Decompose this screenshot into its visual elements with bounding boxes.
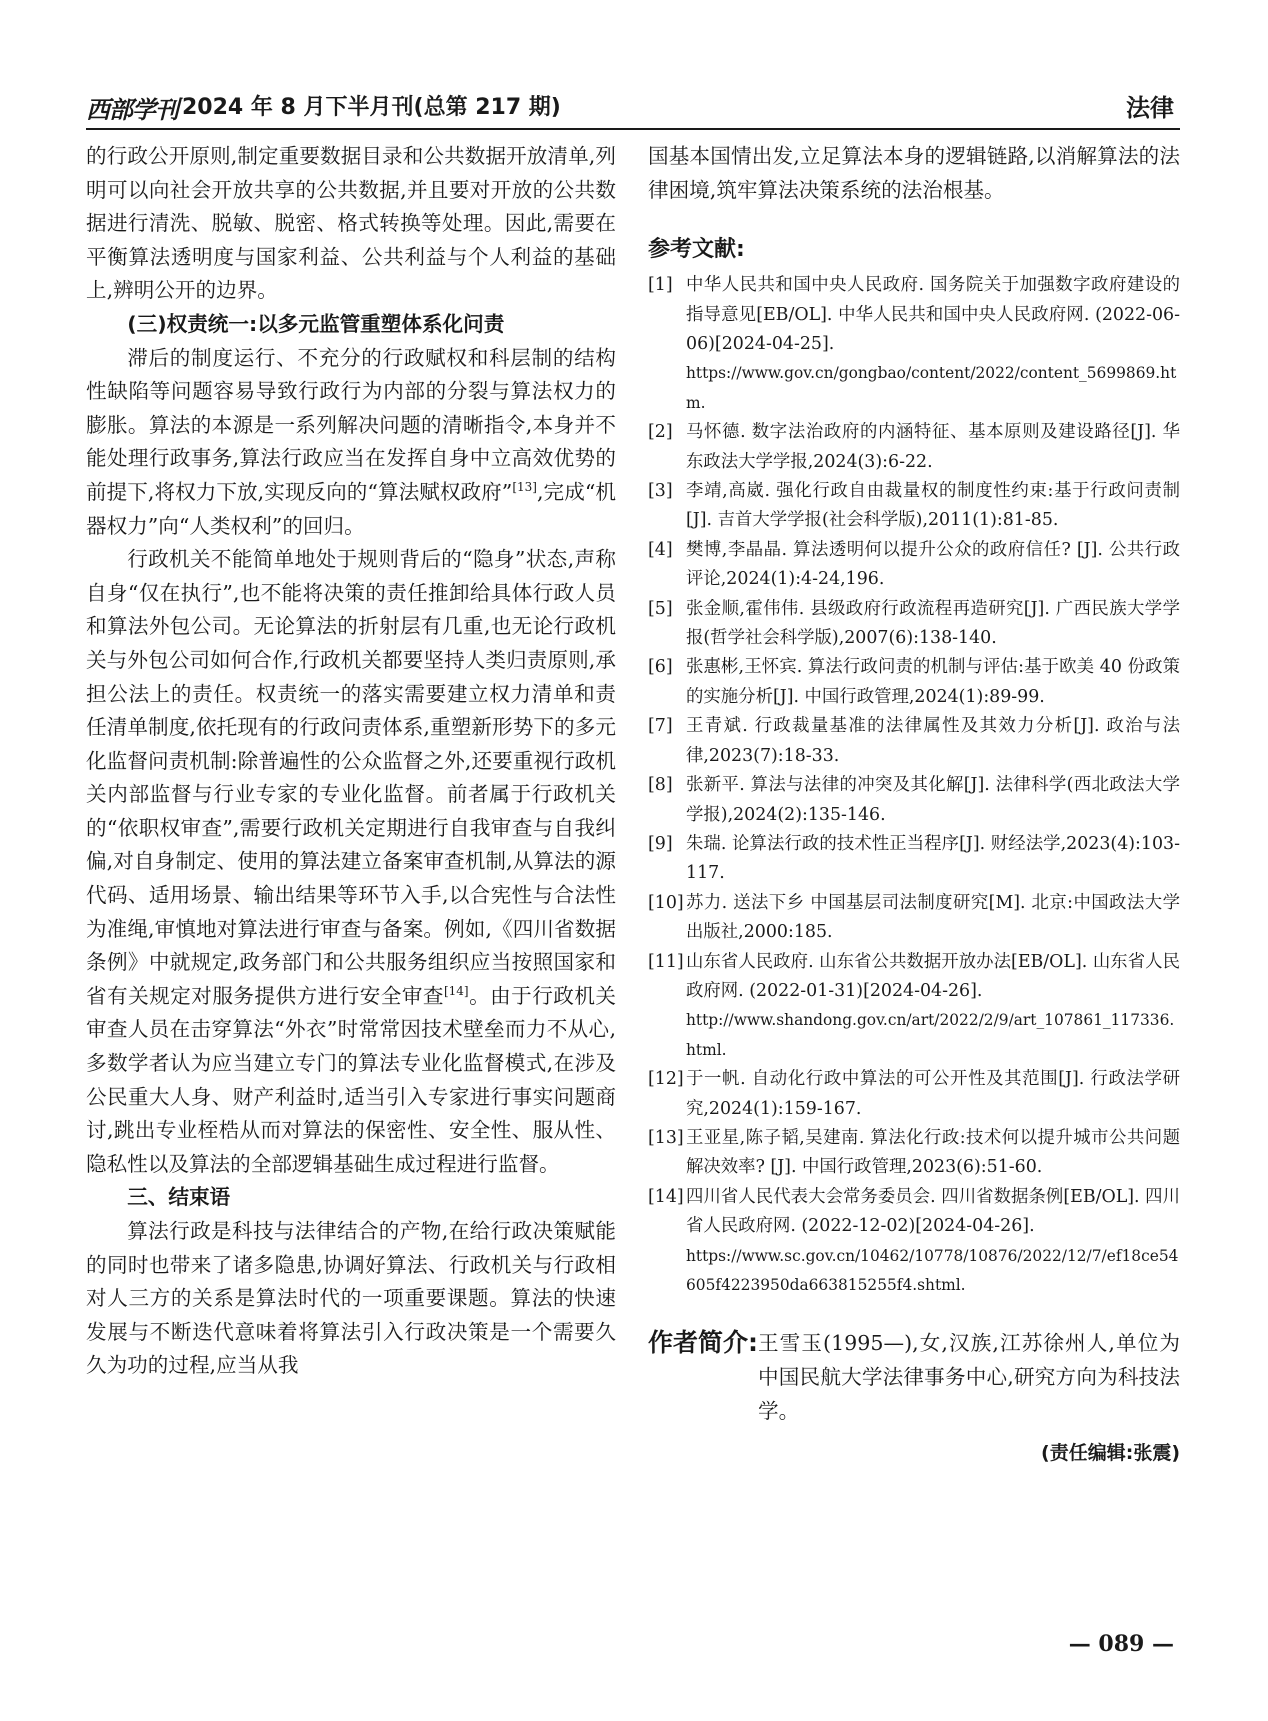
reference-number: [8] (648, 775, 673, 796)
author-bio-text: 王雪玉(1995—),女,汉族,江苏徐州人,单位为中国民航大学法律事务中心,研究方向为科技法学。 (758, 1331, 1180, 1424)
left-column (86, 140, 616, 1383)
reference-number: [6] (648, 657, 673, 678)
reference-text: 张惠彬,王怀宾. 算法行政问责的机制与评估:基于欧美 40 份政策的实施分析[J]. 中国行政管理,2024(1):89-99. (686, 657, 1180, 707)
reference-number: [12] (648, 1069, 684, 1090)
reference-number: [1] (648, 275, 673, 296)
reference-body (686, 1124, 1180, 1183)
reference-item (648, 712, 1180, 771)
reference-item (648, 653, 1180, 712)
reference-number: [4] (648, 539, 673, 560)
reference-item (648, 536, 1180, 595)
reference-text: 中华人民共和国中央人民政府. 国务院关于加强数字政府建设的指导意见[EB/OL]. 中华人民共和国中央人民政府网. (2022-06-06)[2024-04-25]. (686, 275, 1180, 354)
reference-body (686, 889, 1180, 948)
reference-text: 李靖,高崴. 强化行政自由裁量权的制度性约束:基于行政问责制[J]. 吉首大学学报(社会科学版),2011(1):81-85. (686, 481, 1180, 531)
reference-body (686, 1065, 1180, 1124)
reference-url[interactable]: http://www.shandong.gov.cn/art/2022/2/9/art_107861_117336.html. (686, 1011, 1175, 1059)
reference-body (686, 948, 1180, 1066)
reference-body (686, 712, 1180, 771)
reference-item (648, 271, 1180, 418)
reference-text: 王青斌. 行政裁量基准的法律属性及其效力分析[J]. 政治与法律,2023(7):18-33. (686, 716, 1180, 766)
reference-item (648, 830, 1180, 889)
reference-item (648, 889, 1180, 948)
reference-text: 张新平. 算法与法律的冲突及其化解[J]. 法律科学(西北政法大学学报),2024(2):135-146. (686, 775, 1180, 825)
reference-body (686, 771, 1180, 830)
reference-text: 四川省人民代表大会常务委员会. 四川省数据条例[EB/OL]. 四川省人民政府网. (2022-12-02)[2024-04-26]. (686, 1186, 1180, 1237)
right-column (648, 140, 1180, 1468)
reference-number: [11] (648, 951, 684, 972)
reference-number: [13] (648, 1127, 684, 1148)
reference-url[interactable]: https://www.sc.gov.cn/10462/10778/10876/2022/12/7/ef18ce54605f4223950da663815255f4.shtml. (686, 1246, 1179, 1294)
reference-body (686, 418, 1180, 477)
reference-text: 朱瑞. 论算法行政的技术性正当程序[J]. 财经法学,2023(4):103-117. (686, 833, 1180, 884)
reference-body (686, 477, 1180, 536)
reference-body (686, 830, 1180, 889)
paragraph-text: 。由于行政机关审查人员在击穿算法“外衣”时常常因技术壁垒而力不从心,多数学者认为应当建立专门的算法专业化监督模式,在涉及公民重大人身、财产利益时,适当引入专家进行事实问题商讨,跳出专业桎梏从而对算法的保密性、安全性、服从性、隐私性以及算法的全部逻辑基础生成过程进行监督。 (86, 983, 617, 1176)
author-bio (648, 1326, 1180, 1428)
journal-logo: 西部学刊 (86, 95, 178, 124)
paragraph: 国基本国情出发,立足算法本身的逻辑链路,以消解算法的法律困境,筑牢算法决策系统的法治根基。 (648, 144, 1180, 202)
reference-item (648, 771, 1180, 830)
reference-number: [3] (648, 481, 673, 502)
reference-body (686, 536, 1180, 595)
reference-body (686, 653, 1180, 712)
reference-url[interactable]: https://www.gov.cn/gongbao/content/2022/content_5699869.htm. (686, 364, 1177, 412)
reference-body (686, 595, 1180, 654)
reference-number: [5] (648, 598, 673, 619)
reference-item (648, 477, 1180, 536)
reference-number: [2] (648, 422, 673, 443)
reference-number: [14] (648, 1186, 684, 1207)
paragraph-text: ,完成“机器权力”向“人类权利”的回归。 (86, 479, 616, 538)
reference-item (648, 1065, 1180, 1124)
responsible-editor: (责任编辑:张震) (1041, 1442, 1180, 1465)
citation[interactable]: [14] (443, 983, 469, 998)
reference-text: 王亚星,陈子韬,吴建南. 算法化行政:技术何以提升城市公共问题解决效率? [J]. 中国行政管理,2023(6):51-60. (686, 1127, 1180, 1178)
paragraph-text: 行政机关不能简单地处于规则背后的“隐身”状态,声称自身“仅在执行”,也不能将决策的责任推卸给具体行政人员和算法外包公司。无论算法的折射层有几重,也无论行政机关与外包公司如何合作,行政机关都要坚持人类归责原则,承担公法上的责任。权责统一的落实需要建立权力清单和责任清单制度,依托现有的行政问责体系,重塑新形势下的多元化监督问责机制:除普遍性的公众监督之外,还要重视行政机关内部监督与行业专家的专业化监督。前者属于行政机关的“依职权审查”,需要行政机关定期进行自我审查与自我纠偏,对自身制定、使用的算法建立备案审查机制,从算法的源代码、适用场景、输出结果等环节入手,以合宪性与合法性为准绳,审慎地对算法进行审查与备案。例如,《四川省数据条例》中就规定,政务部门和公共服务组织应当按照国家和省有关规定对服务提供方进行安全审查 (86, 547, 616, 1008)
reference-text: 马怀德. 数字法治政府的内涵特征、基本原则及建设路径[J]. 华东政法大学学报,2024(3):6-22. (686, 422, 1180, 472)
section-heading: 三、结束语 (127, 1185, 231, 1210)
reference-number: [7] (648, 716, 673, 737)
reference-text: 樊博,李晶晶. 算法透明何以提升公众的政府信任? [J]. 公共行政评论,2024(1):4-24,196. (686, 539, 1180, 590)
page-number: — 089 — (1068, 1631, 1174, 1657)
section-name: 法律 (1126, 94, 1174, 122)
page-header (86, 88, 1180, 130)
issue-info: 2024 年 8 月下半月刊(总第 217 期) (182, 95, 561, 120)
reference-item (648, 1183, 1180, 1301)
citation[interactable]: [13] (512, 480, 537, 495)
references-title: 参考文献: (648, 237, 745, 263)
reference-item (648, 948, 1180, 1066)
reference-item (648, 1124, 1180, 1183)
reference-text: 于一帆. 自动化行政中算法的可公开性及其范围[J]. 行政法学研究,2024(1):159-167. (686, 1069, 1180, 1119)
paragraph: 的行政公开原则,制定重要数据目录和公共数据开放清单,列明可以向社会开放共享的公共数据,并且要对开放的公共数据进行清洗、脱敏、脱密、格式转换等处理。因此,需要在平衡算法透明度与国家利益、公共利益与个人利益的基础上,辨明公开的边界。 (86, 144, 616, 303)
reference-text: 山东省人民政府. 山东省公共数据开放办法[EB/OL]. 山东省人民政府网. (2022-01-31)[2024-04-26]. (686, 951, 1180, 1001)
reference-text: 张金顺,霍伟伟. 县级政府行政流程再造研究[J]. 广西民族大学学报(哲学社会科学版),2007(6):138-140. (686, 598, 1180, 649)
paragraph: 算法行政是科技与法律结合的产物,在给行政决策赋能的同时也带来了诸多隐患,协调好算法、行政机关与行政相对人三方的关系是算法时代的一项重要课题。算法的快速发展与不断迭代意味着将算法引入行政决策是一个需要久久为功的过程,应当从我 (86, 1219, 616, 1378)
reference-list (648, 271, 1180, 1300)
reference-number: [9] (648, 833, 673, 854)
paragraph (86, 342, 616, 544)
reference-body (686, 1183, 1180, 1301)
paragraph (86, 543, 616, 1181)
reference-text: 苏力. 送法下乡 中国基层司法制度研究[M]. 北京:中国政法大学出版社,2000:185. (686, 892, 1180, 943)
author-bio-label: 作者简介: (648, 1328, 758, 1358)
subheading: (三)权责统一:以多元监管重塑体系化问责 (127, 311, 505, 336)
reference-body (686, 271, 1180, 418)
paragraph-text: 滞后的制度运行、不充分的行政赋权和科层制的结构性缺陷等问题容易导致行政行为内部的分裂与算法权力的膨胀。算法的本源是一系列解决问题的清晰指令,本身并不能处理行政事务,算法行政应当在发挥自身中立高效优势的前提下,将权力下放,实现反向的“算法赋权政府” (86, 345, 616, 504)
reference-item (648, 595, 1180, 654)
reference-item (648, 418, 1180, 477)
reference-number: [10] (648, 892, 684, 913)
